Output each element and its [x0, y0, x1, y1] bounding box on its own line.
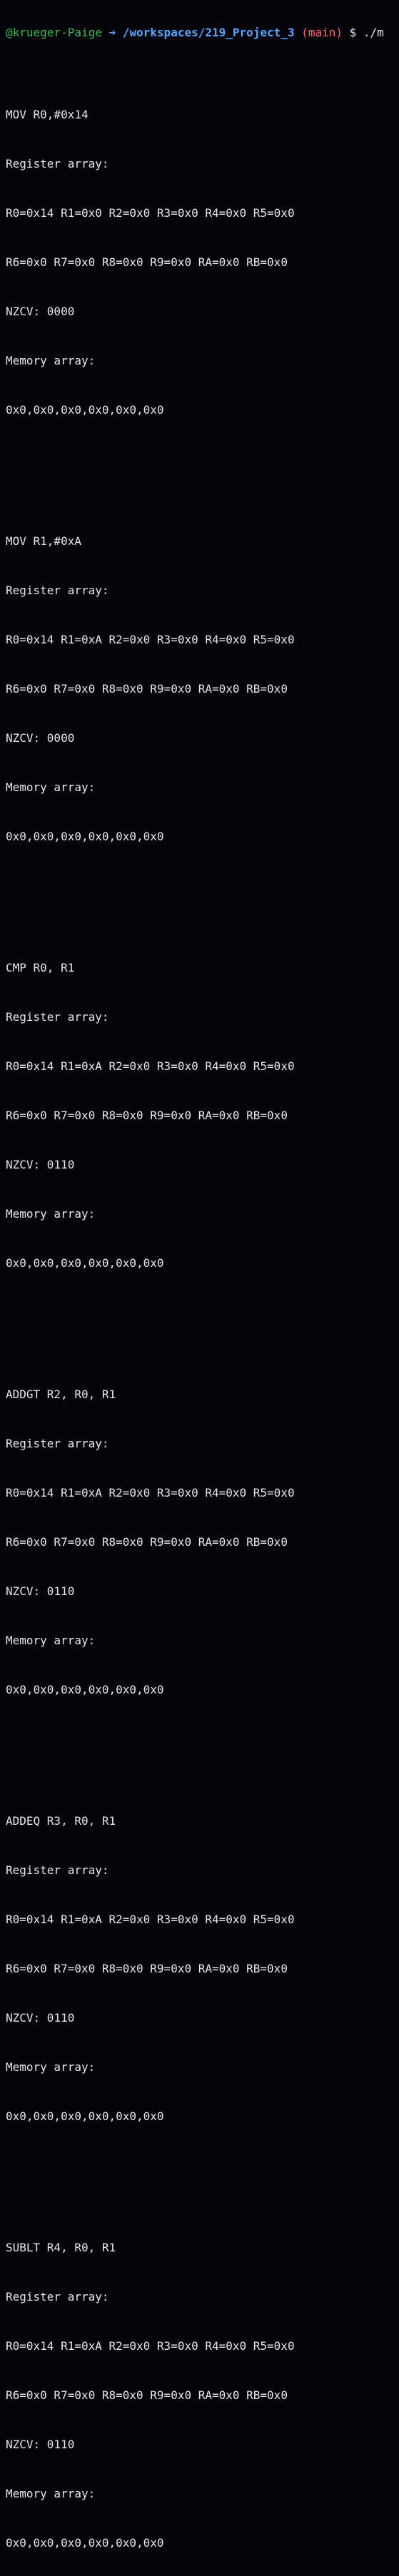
instruction-line: SUBLT R4, R0, R1 [6, 2241, 116, 2254]
memory-label: Memory array: [6, 354, 96, 367]
instruction-line: ADDGT R2, R0, R1 [6, 1388, 116, 1401]
blank-line [6, 2157, 399, 2174]
memory-values: 0x0,0x0,0x0,0x0,0x0,0x0 [6, 2109, 164, 2123]
memory-label: Memory array: [6, 1207, 96, 1221]
blank-line [6, 1731, 399, 1747]
registers-row-1: R0=0x14 R1=0xA R2=0x0 R3=0x0 R4=0x0 R5=0x0 [6, 633, 295, 646]
instruction-line: MOV R1,#0xA [6, 534, 81, 548]
nzcv-flags: NZCV: 0110 [6, 2011, 75, 2025]
registers-row-1: R0=0x14 R1=0x0 R2=0x0 R3=0x0 R4=0x0 R5=0x0 [6, 206, 295, 220]
memory-values: 0x0,0x0,0x0,0x0,0x0,0x0 [6, 403, 164, 417]
memory-label: Memory array: [6, 2060, 96, 2074]
register-label: Register array: [6, 2290, 109, 2303]
prompt-path: ➜ /workspaces/219_Project_3 [101, 26, 295, 39]
instruction-line: CMP R0, R1 [6, 961, 75, 974]
registers-row-2: R6=0x0 R7=0x0 R8=0x0 R9=0x0 RA=0x0 RB=0x0 [6, 1535, 288, 1549]
memory-label: Memory array: [6, 1634, 96, 1647]
nzcv-flags: NZCV: 0000 [6, 731, 75, 745]
instruction-line: ADDEQ R3, R0, R1 [6, 1814, 116, 1828]
memory-values: 0x0,0x0,0x0,0x0,0x0,0x0 [6, 830, 164, 843]
registers-row-1: R0=0x14 R1=0xA R2=0x0 R3=0x0 R4=0x0 R5=0x0 [6, 1059, 295, 1073]
registers-row-1: R0=0x14 R1=0xA R2=0x0 R3=0x0 R4=0x0 R5=0x0 [6, 1913, 295, 1926]
blank-line [6, 1304, 399, 1320]
register-label: Register array: [6, 1863, 109, 1877]
registers-row-2: R6=0x0 R7=0x0 R8=0x0 R9=0x0 RA=0x0 RB=0x0 [6, 2388, 288, 2402]
registers-row-2: R6=0x0 R7=0x0 R8=0x0 R9=0x0 RA=0x0 RB=0x0 [6, 1962, 288, 1975]
memory-values: 0x0,0x0,0x0,0x0,0x0,0x0 [6, 1256, 164, 1270]
blank-line [6, 877, 399, 894]
register-label: Register array: [6, 584, 109, 597]
memory-values: 0x0,0x0,0x0,0x0,0x0,0x0 [6, 1683, 164, 1696]
prompt-user: @krueger-Paige [6, 26, 102, 39]
blank-line [6, 451, 399, 467]
prompt-branch: (main) [294, 26, 343, 39]
register-label: Register array: [6, 1010, 109, 1024]
nzcv-flags: NZCV: 0110 [6, 1158, 75, 1171]
register-label: Register array: [6, 1437, 109, 1450]
memory-label: Memory array: [6, 2487, 96, 2500]
memory-values: 0x0,0x0,0x0,0x0,0x0,0x0 [6, 2536, 164, 2550]
registers-row-2: R6=0x0 R7=0x0 R8=0x0 R9=0x0 RA=0x0 RB=0x0 [6, 1109, 288, 1122]
nzcv-flags: NZCV: 0110 [6, 2438, 75, 2451]
prompt-line [6, 24, 399, 41]
registers-row-2: R6=0x0 R7=0x0 R8=0x0 R9=0x0 RA=0x0 RB=0x0 [6, 255, 288, 269]
instruction-line: MOV R0,#0x14 [6, 108, 89, 121]
registers-row-1: R0=0x14 R1=0xA R2=0x0 R3=0x0 R4=0x0 R5=0x0 [6, 2339, 295, 2353]
register-label: Register array: [6, 157, 109, 170]
registers-row-1: R0=0x14 R1=0xA R2=0x0 R3=0x0 R4=0x0 R5=0x0 [6, 1486, 295, 1500]
prompt-command: $ ./m [343, 26, 384, 39]
nzcv-flags: NZCV: 0110 [6, 1584, 75, 1598]
memory-label: Memory array: [6, 780, 96, 794]
registers-row-2: R6=0x0 R7=0x0 R8=0x0 R9=0x0 RA=0x0 RB=0x0 [6, 682, 288, 696]
nzcv-flags: NZCV: 0000 [6, 305, 75, 318]
